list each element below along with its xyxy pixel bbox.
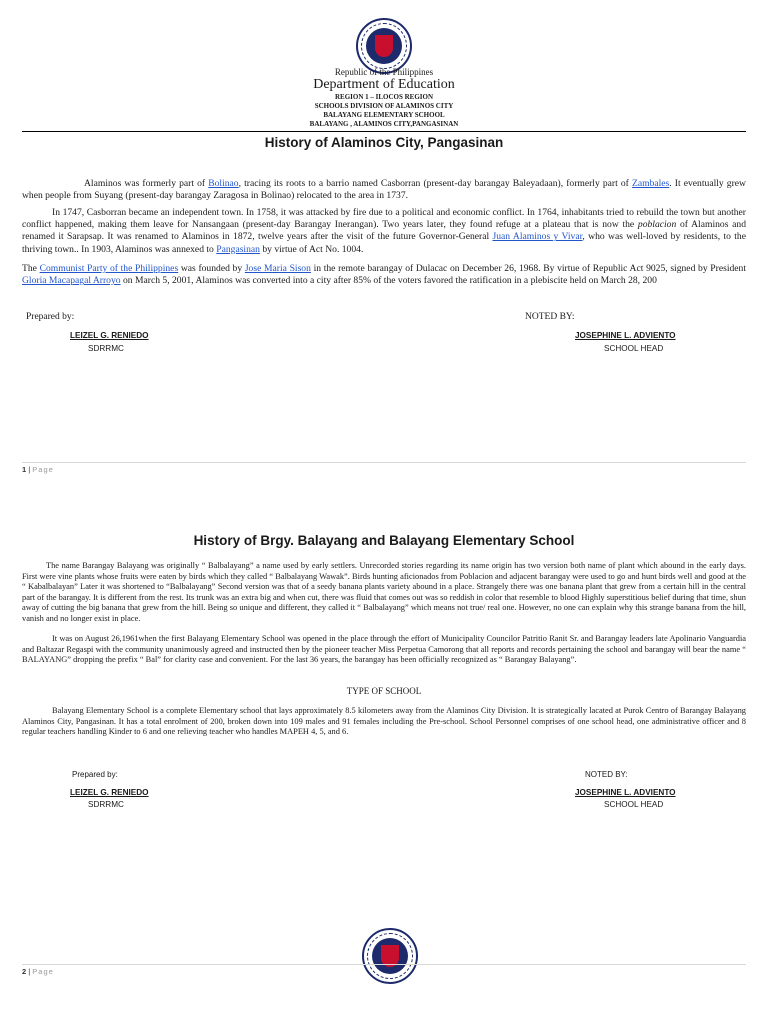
page-title: History of Brgy. Balayang and Balayang Elementary School (193, 533, 575, 548)
footer-separator: | (26, 967, 33, 976)
header-address: BALAYANG , ALAMINOS CITY,PANGASINAN (309, 120, 459, 128)
prepared-by-title: SDRRMC (88, 344, 124, 353)
text: Alaminos was formerly part of (84, 178, 209, 189)
link-jose-maria-sison[interactable]: Jose Maria Sison (244, 263, 311, 274)
noted-by-name: JOSEPHINE L. ADVIENTO (575, 331, 676, 340)
link-gloria-arroyo[interactable]: Gloria Macapagal Arroyo (22, 275, 121, 287)
paragraph-name-origin (22, 561, 746, 625)
header-divider (22, 131, 746, 132)
page-number: 1 (22, 465, 27, 474)
header-region: REGION 1 – ILOCOS REGION (334, 93, 434, 101)
section-heading: TYPE OF SCHOOL (346, 686, 422, 696)
noted-by-title: SCHOOL HEAD (604, 800, 664, 809)
text: , tracing its roots to a barrio named Casborran (present-day barangay Baleyadaan), formerly part of (238, 178, 632, 189)
paragraph-type-of-school (22, 706, 746, 738)
text: In 1747, Casborran became an independent town. In 1758, it was attacked by fire due to a political and economic conflict. In 1764, inhabitants tried to rebuild the town but another conflict happened, making them leave for Nansangaan (present-day Barangay Inerangan). Two years later, they found refuge at a plateau that is now the (22, 207, 746, 231)
page-word: Page (32, 967, 54, 976)
link-pangasinan[interactable]: Pangasinan (216, 243, 260, 255)
prepared-by-title: SDRRMC (88, 800, 124, 809)
text: was founded by (178, 263, 245, 274)
header-department: Department of Education (313, 77, 455, 92)
prepared-by-label: Prepared by: (72, 770, 118, 779)
page-title: History of Alaminos City, Pangasinan (264, 135, 504, 150)
paragraph-cityhood (22, 263, 746, 287)
page-footer (22, 465, 54, 474)
page-footer (22, 967, 54, 976)
header-division: SCHOOLS DIVISION OF ALAMINOS CITY (314, 102, 454, 110)
footer-separator: | (26, 465, 33, 474)
noted-by-label: NOTED BY: (525, 312, 575, 322)
text: Balayang Elementary School is a complete Elementary school that lays approximately 8.5 kilometers away from the Alaminos City Division. It is strategically lacated at Purok Centro of Barangay Balayang Alaminos City, Pangasinan. It has a total enrolment of 200, broken down into 109 males and 91 females including the Pre-school. School Personnel comprises of one school head, one administrative officer and 8 regular teachers handling Kinder to 6 and one relieving teacher who handles MAPEH 4, 5, and 6. (22, 706, 746, 737)
text: in the remote barangay of Dulacac on December 26, 1968. By virtue of Republic Act 9025, signed by President (310, 263, 746, 274)
paragraph-town-history (22, 207, 746, 256)
text: by virtue of Act No. 1004. (259, 243, 364, 255)
text: of Alaminos and renamed it Sarapsap. It was renamed to Alaminos in 1872, twelve years after the visit of the future Governor-General (22, 219, 746, 243)
prepared-by-name: LEIZEL G. RENIEDO (70, 331, 149, 340)
text: on March 5, 2001, Alaminos was converted into a city after 85% of the voters favored the ratification in a plebiscite held on March 28, 200 (120, 275, 657, 287)
text: The (22, 263, 40, 274)
footer-divider (22, 462, 746, 463)
page-word: Page (32, 465, 54, 474)
text: The name Barangay Balayang was originally “ Balbalayang” a name used by early settlers. Unrecorded stories regarding its name origin has two version both name of plant which abound in the early days. First were vine plants whose fruits were eaten by birds which they called “ Balbalayang Wawak”. Birds hunting aficionados from Poblacion and adjacent barangay were used to go and hunt birds well and good at the “ Kabalbalayan” Later it was shortened to “Balbalayang” Second version was that of a seedy banana plants variety abound in a place. Strangely there was one banana plant that grew from a certain hill in the central part of the barangay. It is different from the rest. Its trunk was an extra big and when cut, there was fluid that comes out was so reddish in color that resemble to blood Highly superstitious belief during that time, shun away of cutting the big banana that grew from the hill. Being so unique and different, they called it “ Balbalayang” which means not true/ real one. However, no one can explain why this strange banana from the hill, vanish and no longer exist in place. (22, 561, 746, 623)
prepared-by-label: Prepared by: (26, 312, 75, 322)
page-number: 2 (22, 967, 27, 976)
link-bolinao[interactable]: Bolinao (208, 178, 239, 189)
header-school: BALAYANG ELEMENTARY SCHOOL (323, 111, 445, 119)
paragraph-school-founding (22, 634, 746, 666)
text: It was on August 26,1961when the first Balayang Elementary School was opened in the place through the effort of Municipality Councilor Patritio Ranit Sr. and Barangay leaders late Apolinario Vanguardia and Baltazar Regaspi with the community unanimously agreed and instructed then by the pioneer teacher Miss Perpetua Camorong that all reports and records pertaining the school and barangay will bear the name “ BALAYANG” dropping the prefix “ Bal” for clarity case and convenient. For the last 36 years, the barangay has been officially recognized as “ Barangay Balayang”. (22, 634, 746, 665)
paragraph-origin (22, 178, 746, 202)
footer-divider (22, 964, 746, 965)
prepared-by-name: LEIZEL G. RENIEDO (70, 788, 149, 797)
deped-seal-logo (362, 928, 418, 984)
text: . It eventually grew when people from Suyang (present-day barangay Zaragosa in Bolinao) relocated to the area in 1737. (22, 178, 746, 202)
header-republic: Republic of the Philippines (334, 67, 434, 77)
noted-by-name: JOSEPHINE L. ADVIENTO (575, 788, 676, 797)
seal-shield-icon (375, 35, 393, 57)
deped-seal-logo (356, 18, 412, 74)
noted-by-label: NOTED BY: (585, 770, 628, 779)
link-communist-party[interactable]: Communist Party of the Philippines (39, 263, 179, 274)
noted-by-title: SCHOOL HEAD (604, 344, 664, 353)
text: , who was well-loved by residents, to the thriving town.. In 1903, Alaminos was annexed to (22, 231, 746, 255)
text-emphasis: poblacion (637, 219, 677, 231)
link-zambales[interactable]: Zambales (631, 178, 670, 189)
link-juan-alaminos[interactable]: Juan Alaminos y Vivar (492, 231, 583, 243)
